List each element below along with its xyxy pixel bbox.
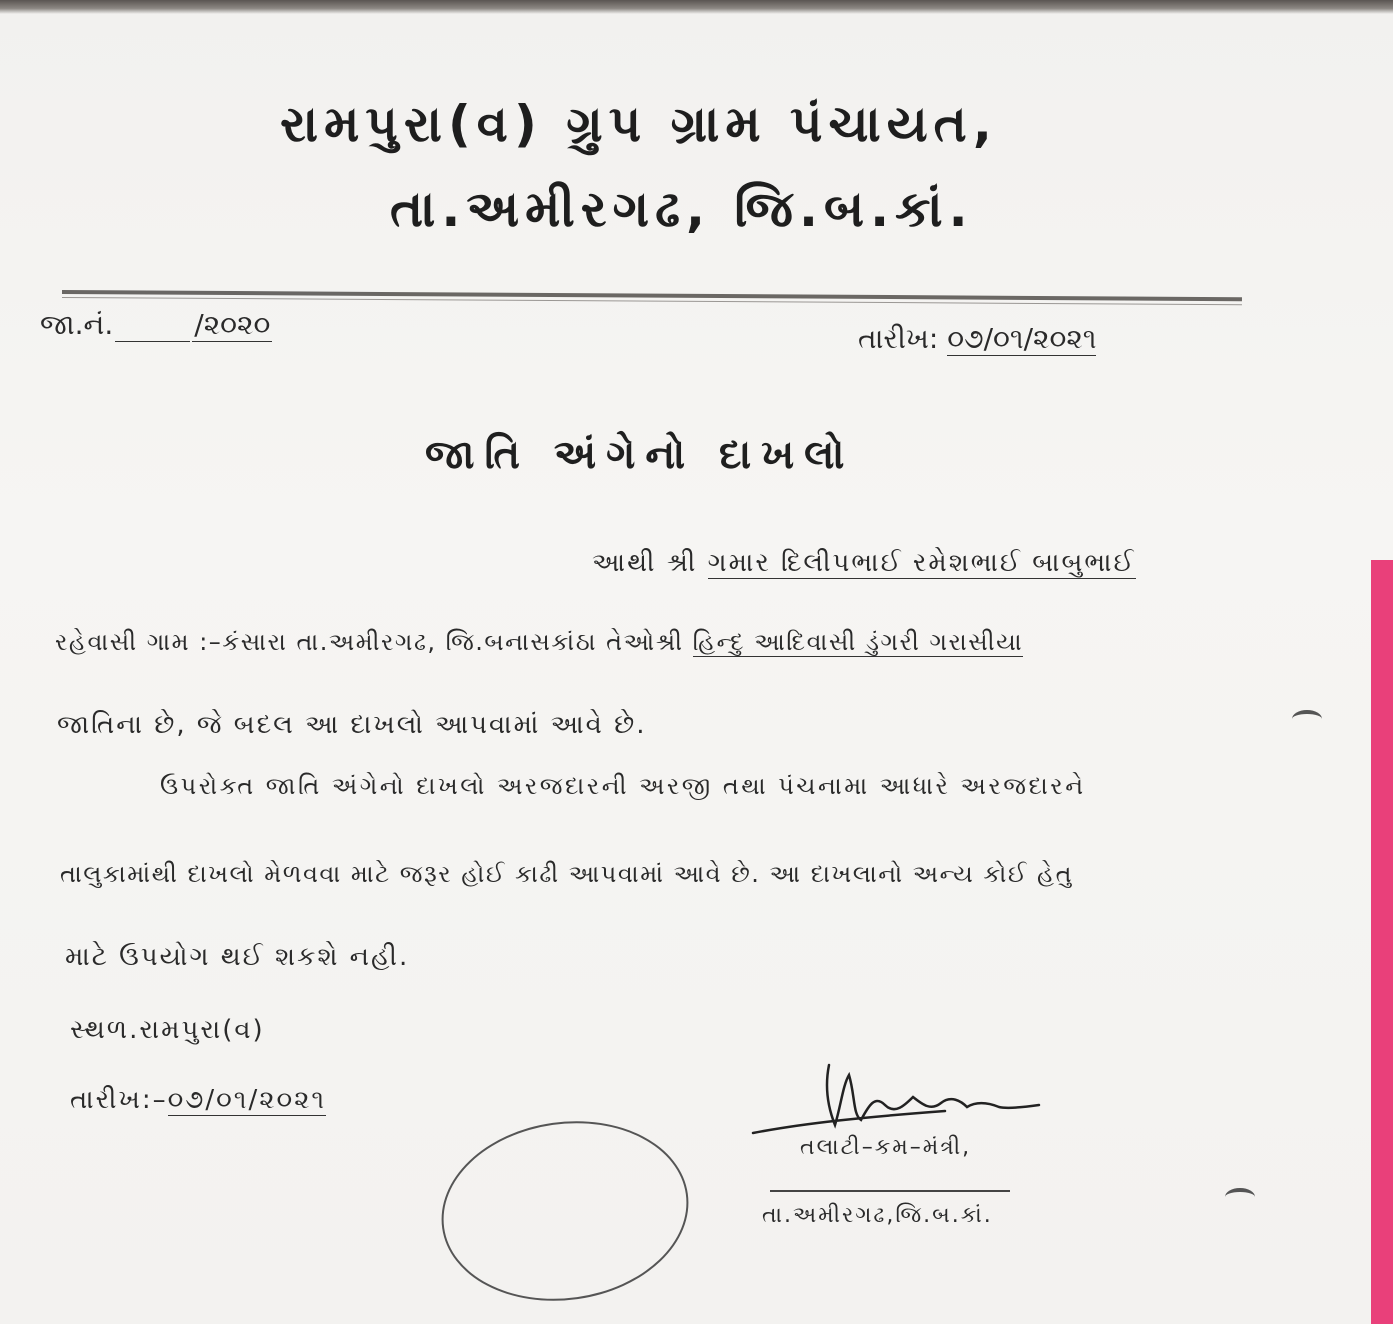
caste-name: હિન્દુ આદિવાસી ડુંગરી ગરાસીયા [692,628,1024,656]
body-line-5: તાલુકામાંથી દાખલો મેળવવા માટે જરૂર હોઈ કાઢી આપવામાં આવે છે. આ દાખલાનો અન્ય કોઈ હેતુ [60,860,1073,888]
scan-edge-shadow [0,0,1393,14]
panchayat-address: તા.અમીરગઢ, જિ.બ.કાં. [390,180,974,238]
bottom-date-label: તારીખ:– [70,1085,168,1115]
header-divider [62,290,1242,301]
reference-blank [115,308,190,342]
stamp-oval [430,1106,700,1317]
body-line-1 [592,548,1136,579]
body-line-2-prefix: રહેવાસી ગામ :–કંસારા તા.અમીરગઢ, જિ.બનાસકાંઠા તેઓશ્રી [55,628,693,656]
panchayat-name: રામપુરા(વ) ગ્રુપ ગ્રામ પંચાયત, [280,95,998,153]
certificate-title: જાતિ અંગેનો દાખલો [425,432,855,478]
signatory-designation: તલાટી–કમ–મંત્રી, [800,1135,972,1160]
applicant-name: ગમાર દિલીપભાઈ રમેશભાઈ બાબુભાઈ [707,548,1136,578]
body-line-6: માટે ઉપયોગ થઈ શકશે નહી. [65,942,410,972]
body-line-1-prefix: આથી શ્રી [592,548,708,578]
issue-date-value: ૦૭/૦૧/૨૦૨૧ [947,322,1097,355]
reference-label: જા.નં. [40,308,114,341]
issue-date-label: તારીખ: [858,322,948,355]
place: સ્થળ.રામપુરા(વ) [70,1015,265,1045]
body-line-3: જાતિના છે, જે બદલ આ દાખલો આપવામાં આવે છે. [57,710,647,740]
background-edge [1371,560,1393,1324]
signatory-office: તા.અમીરગઢ,જિ.બ.કાં. [762,1203,993,1228]
punch-hole-mark [1292,710,1322,728]
punch-hole-mark [1225,1188,1255,1206]
reference-number [40,308,272,342]
reference-year: /૨૦૨૦ [194,308,271,341]
body-line-2 [55,628,1023,656]
signature-line [770,1190,1010,1192]
bottom-date-value: ૦૭/૦૧/૨૦૨૧ [167,1085,327,1115]
body-line-4: ઉપરોક્ત જાતિ અંગેનો દાખલો અરજદારની અરજી તથા પંચનામા આધારે અરજદારને [160,772,1086,800]
bottom-date [70,1085,326,1116]
issue-date [858,322,1096,356]
